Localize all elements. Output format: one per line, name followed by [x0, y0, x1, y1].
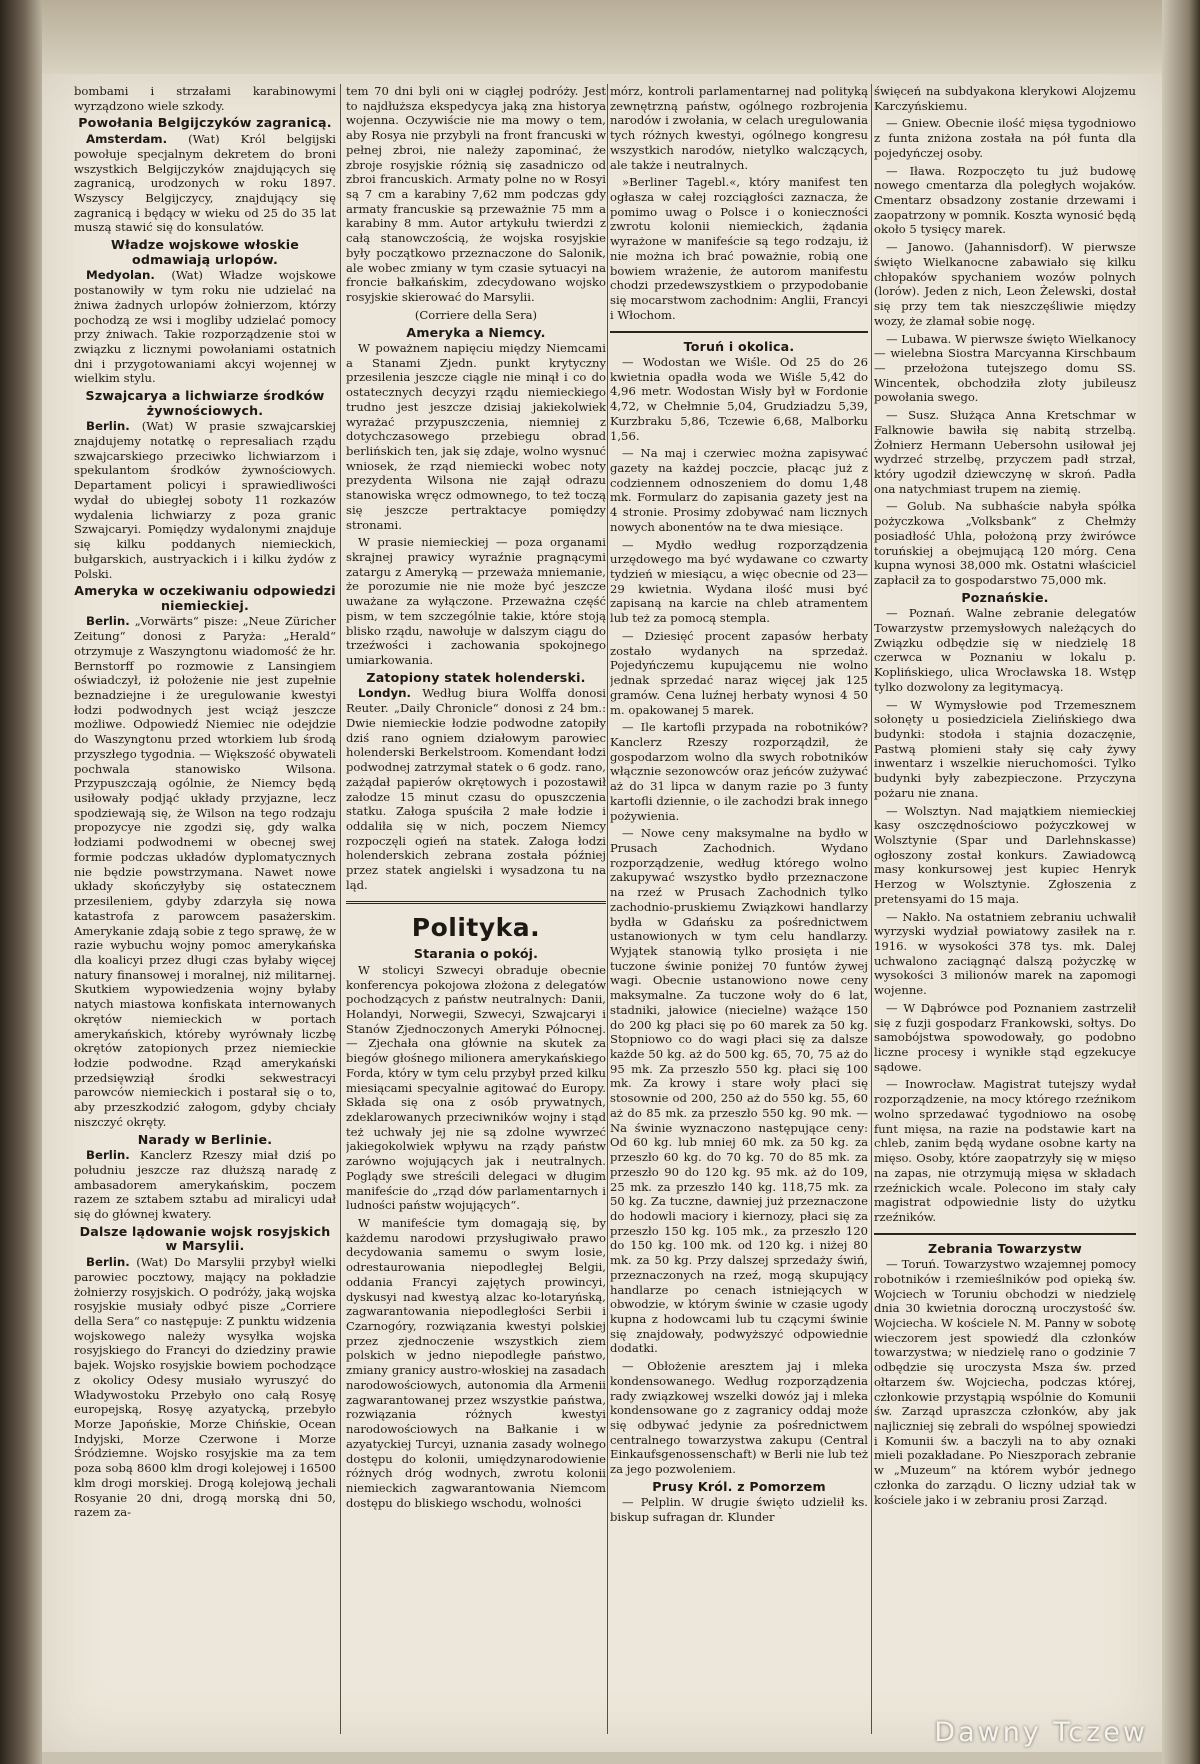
news-item: — Iława. Rozpoczęto tu już budowę nowego cmentarza dla poległych wojaków. Cmentarz obsadzony zostanie drzewami i zaopatrzony w pomnik. Koszta wynosić będą około 5 tysięcy marek.: [874, 163, 1136, 237]
column-1: [74, 84, 336, 1744]
dateline: Berlin.: [86, 614, 130, 629]
article-body: Kanclerz Rzeszy miał dziś po południu jeszcze raz dłuższą naradę z ambasadorem amerykańskim, poczem razem ze sztabem sztabu ad miralicyi udał się do głównej kwatery.: [74, 1148, 336, 1222]
column-rule: [871, 84, 872, 1734]
article-body: (Wat) Władze wojskowe postanowiły w tym roku nie udzielać na żniwa żadnych urlopów żołnierzom, którzy pochodzą ze wsi i mogliby udzielać pomocy przy żniwach. Takie rozporządzenie stoi w związku z licznymi powołaniami ostatnich dni i przygotowaniami akcyi wojennej w wielkim stylu.: [74, 268, 336, 386]
article-text: mórz, kontroli parlamentarnej nad polityką zewnętrzną państw, ogólnego rozbrojenia narodów i zwołania, w celach uregulowania tych różnych kwestyi, ogólnego kongresu wszystkich narodów, nietylko walczących, ale także i neutralnych.: [610, 84, 868, 172]
article-text: [74, 1148, 336, 1222]
section-heading: Poznańskie.: [961, 589, 1049, 605]
article-text: W prasie niemieckiej — poza organami skrajnej prawicy wyraźnie pragnącymi zatargu z Ameryką — przeważa mniemanie, że porozumie nie nie może być jeszcze uważane za wyłączone. Przeważna część pism, w tem szczególnie takie, które stoją blisko rządu, nawołuje w dalszym ciągu do trzeźwości i zachowania spokojnego umiarkowania.: [346, 535, 606, 668]
news-item: — Poznań. Walne zebranie delegatów Towarzystw przemysłowych należących do Związku odbędzie się w niedzielę 18 czerwca w Poznaniu w lokalu p. Koplińskiego, ulica Wrocławska 18. Wstęp tylko dozwolony za legitymacyą.: [874, 606, 1136, 694]
section-box: [610, 331, 868, 354]
article-text: tem 70 dni byli oni w ciągłej podróży. Jest to najdłuższa ekspedycya jaką zna historya wojenna. Oczywiście nie ma mowy o tem, aby Rosya nie przybyli na front francuski w pełnej zbroi, nie należy zapominać, że zbroje rosyjskie różnią się zasadniczo od zbroi francuskich. Armaty polne no w Rosyi są 7 cm a karabiny 7,62 mm podczas gdy armaty francuskie są przeważnie 75 mm a karabiny 8 mm. Autor artykułu twierdzi z całą stanowczością, że wojska rosyjskie były początkowo przeznaczone do Salonik, ale wobec zmiany w tym czasie sytuacyi na froncie bałkańskim, zdecydowano wojsko rosyjskie skierować do Marsylii.: [346, 84, 606, 305]
article-headline: Szwajcarya a lichwiarze środków żywnościowych.: [85, 388, 325, 418]
section-heading: Zebrania Towarzystw: [928, 1240, 1082, 1256]
scan-top-margin: [42, 0, 1200, 74]
article-text: [74, 419, 336, 581]
article-text: [74, 268, 336, 386]
news-item: święceń na subdyakona klerykowi Alojzemu Karczyńskiemu.: [874, 84, 1136, 113]
article-body: (Wat) Król belgijski powołuje specjalnym dekretem do broni wszystkich Belgijczyków znajdujących się zagranicą, urodzonych w roku 1897. Wszyscy Belgijczycy, znajdujący się zagranicą i będący w wieku od 25 do 35 lat muszą stawić się do konsulatów.: [74, 131, 336, 235]
dateline: Londyn.: [358, 686, 412, 701]
article-body: „Vorwärts“ pisze: „Neue Züricher Zeitung“ donosi z Paryża: „Herald“ otrzymuje z Waszyngtonu wiadomość że hr. Bernstorff po rozmowie z Lansingiem oświadczył, iż położenie nie jest zupełnie beznadziejne i że uregulowanie kwestyi łodzi podwodnych jest wciąż jeszcze możliwe. Odpowiedź Niemiec nie odejdzie do Waszyngtonu przed wtorkiem lub środą przyszłego tygodnia. — Większość obywateli pochwala stanowisko Wilsona. Przypuszczają ogólnie, że Niemcy będą usiłowały podjąć układy przyjazne, lecz spodziewają się, że Wilson na tego rodzaju propozycye nie zgodzi się, gdy walka łodziami podwodnemi w obecnej swej formie podczas układów dyplomatycznych nie będzie powstrzymana. Nawet nowe układy skończyłyby się ostatecznem przesileniem, gdyby zdarzyła się nowa katastrofa z parowcem pasażerskim. Amerykanie zdają sobie z tego sprawę, że w razie wybuchu wojny pomoc amerykańska dla koalicyi przez długi czas byłaby więcej natury finansowej i moralnej, niż militarnej. Skutkiem wypowiedzenia wojny byłaby natych miastowa konfiskata internowanych okrętów niemieckich w portach amerykańskich, któreby wyrównały liczbę okrętów zatopionych przez niemieckie łodzie podwodne. Rząd amerykański przedsięwziął środki sekwestracyi parowców niemieckich i postarał się o to, aby przeszkodzić załogom, gdyby chciały niszczyć okręty.: [74, 614, 336, 1129]
article-text: W poważnem napięciu między Niemcami a Stanami Zjedn. punkt krytyczny przesilenia jeszcze ciągle nie minął i co do ostatecznych decyzyi rządu niemieckiego trudno jest jeszcze dzisiaj jakiekolwiek wyrażać przypuszczenia, niemniej z dotychczasowego przebiegu obrad berlińskich ten, jak się zdaje, wolno wysnuć wniosek, że rząd niemiecki wobec noty prezydenta Wilsona nie zajął odrazu stanowiska wręcz odmownego, to też toczą się jeszcze pertraktacye pomiędzy stronami.: [346, 340, 606, 532]
article-headline: Ameryka a Niemcy.: [406, 324, 546, 340]
dateline: Amsterdam.: [86, 131, 168, 146]
section-box: [874, 1233, 1136, 1256]
news-item: — Inowrocław. Magistrat tutejszy wydał rozporządzenie, na mocy którego rzeźnikom wolno sprzedawać tygodniowo na osobę funt mięsa, na razie na podstawie kart na chleb, zanim będą wydane osobne karty na mięso. Osoby, które zaopatrzyły się w mięso na zapas, nie otrzymują mięsa w składach rzeźnickich wcale. Polecono im stały cały magistrat odpowiednie listy do użytku rzeźników.: [874, 1077, 1136, 1224]
dateline: Berlin.: [86, 1148, 130, 1163]
column-rule: [340, 84, 341, 1734]
article-text: »Berliner Tagebl.«, który manifest ten ogłasza w całej rozciągłości zaznacza, że pomimo uwag o Polsce i o konieczności zwrotu kolonii niemieckich, żądania wyrażone w manifeście są tego rodzaju, iż nie można ich brać poważnie, robią one bowiem wrażenie, że autorom manifestu chodzi przedewszystkiem o przypodobanie się mocarstwom zachodnim: Anglii, Francyi i Włochom.: [610, 175, 868, 322]
column-2: [346, 84, 606, 1744]
news-item: — Lubawa. W pierwsze święto Wielkanocy — wielebna Siostra Marcyanna Kirschbaum — przełożona tutejszego domu SS. Wincentek, obchodziła złoty jubileusz powołania swego.: [874, 331, 1136, 405]
article-body: Według biura Wolffa donosi Reuter. „Daily Chronicle“ donosi z 24 bm.: Dwie niemieckie łodzie podwodne zatopiły dziś rano ogniem działowym parowiec holenderski Berkelstroom. Komendant łodzi podwodnej zatrzymał statek o 6 godz. rano, zażądał papierów okrętowych i pozostawił załodze 15 minut czasu do opuszczenia statku. Załoga spuściła 2 małe łodzie i oddaliła się w nich, poczem Niemcy rozpoczęli ogień na statek. Załoga łodzi holenderskich zebrana została później przez statek angielski i wysadzona tu na ląd.: [346, 686, 606, 892]
news-item: — Na maj i czerwiec można zapisywać gazety na każdej poczcie, płacąc już z codziennem odnoszeniem do domu 1,48 mk. Formularz do zapisania gazety jest na 4 stronie. Prosimy zdobywać nam licznych nowych abonentów na te dwa miesiące.: [610, 446, 868, 534]
article-text: W manifeście tym domagają się, by każdemu narodowi przysługiwało prawo decydowania samemu o swym losie, odrestaurowania niepodległej Belgii, oddania Francyi zajętych prowincyi, dyskusyi nad kwestyą alzac ko-lotaryńską, zagwarantowania niepodległości Serbii i Czarnogóry, rozwiązania kwestyi polskiej przez zjednoczenie wszystkich ziem polskich w jedno niepodległe państwo, zmiany granicy austro-włoskiej na zasadach narodowościowych, autonomia dla Armenii zagwarantowanej przez wszystkie państwa, rozwiązania różnych kwestyi narodowościowych na Bałkanie i w azyatyckiej Turcyi, uznania zasady wolnego dostępu do kolonii, umiędzynarodowienie różnych dróg wodnych, zwrotu kolonii niemieckich zagwarantowania Niemcom dostępu do bliskiego wschodu, wolności: [346, 1216, 606, 1510]
article-text: [74, 132, 336, 235]
dateline: Berlin.: [86, 1254, 130, 1269]
news-item: — Janowo. (Jahannisdorf). W pierwsze święto Wielkanocne zabawiało się kilku chłopaków spychaniem wozów polnych (lorów). Jeden z nich, Leon Żelewski, dostał się przy tem tak nieszczęśliwie między wozy, że złamał sobie nogę.: [874, 240, 1136, 328]
section-title: Polityka.: [346, 901, 606, 944]
dateline: Berlin.: [86, 419, 130, 434]
section-heading: Toruń i okolica.: [683, 338, 795, 354]
news-item: — Wolsztyn. Nad majątkiem niemieckiej kasy oszczędnościowo pożyczkowej w Wolsztynie (Spar und Darlehnskasse) ogłoszony został konkurs. Zawiadowcą masy konkursowej jest kupiec Henryk Herzog w Wolsztynie. Zgłoszenia z pretensyami do 15 maja.: [874, 803, 1136, 906]
section-heading: Prusy Król. z Pomorzem: [652, 1478, 826, 1494]
news-item: — Nakło. Na ostatniem zebraniu uchwalił wyrzyski wydział powiatowy zasiłek na r. 1916. w wysokości 378 tys. mk. Dalej uchwalono zaciągnąć dalszą pożyczkę w wysokości 3 milionów marek na zapomogi wojenne.: [874, 909, 1136, 998]
column-3: [610, 84, 868, 1744]
column-4: [874, 84, 1136, 1744]
news-item: — Mydło według rozporządzenia urzędowego ma być wydawane co czwarty tydzień w miesiącu, a więc obecnie od 23—29 kwietnia. Wydana ilość musi być zapisaną na karcie na chleb atramentem lub też za pomocą stempla.: [610, 537, 868, 626]
news-item: — Gniew. Obecnie ilość mięsa tygodniowo z funta zniżona została na pół funta dla pojedyńczej osoby.: [874, 116, 1136, 160]
article-headline: Starania o pokój.: [413, 946, 539, 962]
article-headline: Zatopiony statek holenderski.: [366, 669, 586, 685]
article-headline: Ameryka w oczekiwaniu odpowiedzi niemieckiej.: [74, 583, 336, 613]
news-item: — Susz. Służąca Anna Kretschmar w Falknowie bawiła się nabitą strzelbą. Żołnierz Hermann Uebersohn usiłował jej wydrzeć strzelbę, przyczem padł strzał, który ugodził dziewczynę w skroń. Padła ona natychmiast trupem na ziemię.: [874, 408, 1136, 496]
news-item: — Ile kartofli przypada na robotników? Kanclerz Rzeszy rozporządził, że gospodarzom wolno dla swych robotników włącznie sezonowców oraz jeńców zużywać aż do 31 lipca w danym razie po 3 funty kartofli dziennie, o ile zachodzi brak innego pożywienia.: [610, 720, 868, 823]
source-credit: (Corriere della Sera): [414, 307, 538, 322]
news-item: — Dziesięć procent zapasów herbaty zostało wydanych na sprzedaż. Pojedyńczemu kupującemu nie wolno jednak sprzedać naraz więcej jak 125 gramów. Cena luźnej herbaty wynosi 4 50 m. opakowanej 5 marek.: [610, 628, 868, 717]
news-item: — W Dąbrówce pod Poznaniem zastrzelił się z fuzji gospodarz Frankowski, sołtys. Do samobójstwa spowodowały, go podobno liczne procesy i wynikłe stąd egzekucye sądowe.: [874, 1000, 1136, 1074]
dateline: Medyolan.: [86, 268, 155, 283]
article-text: [74, 614, 336, 1129]
page-edge-shadow: [1162, 0, 1200, 1764]
article-text: W stolicyi Szwecyi obraduje obecnie konferencya pokojowa złożona z delegatów pochodzących z państw neutralnych: Danii, Holandyi, Norwegii, Szwecyi, Szwajcaryi i Stanów Zjednoczonych Ameryki Północnej. — Zjechała ona głównie na skutek za biegów głośnego milionera amerykańskiego Forda, który w tym celu przybył przed kilku miesiącami specyalnie agitować do Europy. Składa się ona z osób prywatnych, zdeklarowanych przeciwników wojny i stąd też uchwały jej nie są zdolne wywrzeć jakiegokolwiek wpływu na rządy państw zarówno wojujących jak i neutralnych. Poglądy swe streścili delegaci w długim manifeście do „rząd dów parlamentarnych i ludności państw wojujących“.: [346, 962, 606, 1213]
news-item: — Nowe ceny maksymalne na bydło w Prusach Zachodnich. Wydano rozporządzenie, według którego wolno zakupywać wszystko bydło przeznaczone na rzeź w Prusach Zachodnich tylko zachodnio-pruskiemu Związkowi handlarzy bydła w Gdańsku za pośrednictwem ustanowionych w tym celu handlarzy. Wyjątek stanowią tylko prosięta i nie tuczone świnie poniżej 70 funtów żywej wagi. Obecnie ustanowiono nowe ceny maksymalne. Za tuczone woły do 6 lat, stadniki, jałowice (niecielne) ważące 150 do 200 kg płaci się po 60 marek za 50 kg. Stopniowo co do wagi płaci się za dalsze każde 50 kg. aż do 500 kg. 65, 70, 75 aż do 95 mk. Za przeszło 550 kg. płaci się 100 mk. Za krowy i stare woły płaci się stosownie od 200, 250 aż do 550 kg. 55, 60 aż do 85 mk. za przeszło 550 kg. 90 mk. — Na świnie wyznaczono następujące ceny: Od 60 kg. lub mniej 60 mk. za 50 kg. za przeszło 60 kg. do 70 kg. 70 do 85 mk. za przeszło 90 do 120 kg. 95 mk. aż do 109, 25 mk. za przeszło 140 kg. 118,75 mk. za 50 kg. Za tuczne, dawniej już przeznaczone do hodowli maciory i kiernozy, płaci się za przeszło 150 kg. 105 mk., za przeszło 120 do 150 kg. 100 mk. od 120 kg. i niżej 80 mk. za 50 kg. Przy dalszej sprzedaży świń, przeznaczonych na rzeź, mogą skupujący handlarze po cenach istniejących w obwodzie, w którym świnie w czasie ugody kupna z hodowcami lub tu czącymi świnie się znajdowały, podwyższyć odpowiednie dodatki.: [610, 826, 868, 1356]
article-headline: Powołania Belgijczyków zagranicą.: [78, 115, 332, 131]
article-headline: Władze wojskowe włoskie odmawiają urlopów.: [111, 237, 299, 267]
binding-shadow: [0, 0, 42, 1764]
news-item: — Obłożenie aresztem jaj i mleka kondensowanego. Według rozporządzenia rady związkowej wszelki dowóz jaj i mleka kondensowane go z zagranicy oddaj może się odbywać jedynie za pośrednictwem centralnego towarzystwa zakupu (Central Einkaufsgenossenschaft) w Berli nie lub też za jego pozwoleniem.: [610, 1359, 868, 1477]
article-headline: Dalsze lądowanie wojsk rosyjskich w Marsylii.: [79, 1223, 331, 1254]
article-headline: Narady w Berlinie.: [137, 1131, 273, 1147]
news-item: — Golub. Na subhaście nabyła spółka pożyczkowa „Volksbank“ z Chełmży posiadłość Uhla, położoną przy żwirówce toruńskiej a obejmującą 120 mórg. Cena kupna wynosi 38,000 mk. Ostatni właściciel zapłacił za to gospodarstwo 75,000 mk.: [874, 499, 1136, 587]
news-item: — Wodostan we Wiśle. Od 25 do 26 kwietnia opadła woda we Wiśle 5,42 do 4,96 metr. Wodostan Wisły był w Fordonie 4,72, w Chełmnie 5,04, Grudziadzu 5,39, Kurzbraku 5,86, Tczewie 6,68, Malborku 1,56.: [610, 354, 868, 443]
article-text: [346, 686, 606, 892]
watermark: Dawny Tczew: [934, 1717, 1148, 1748]
news-item: — Toruń. Towarzystwo wzajemnej pomocy robotników i rzemieślników pod opieką św. Wojciech w Toruniu obchodzi w niedzielę dnia 30 kwietnia doroczną uroczystość św. Wojciecha. W kościele N. M. Panny w sobotę wieczorem jest spowiedź dla członków towarzystwa; w niedzielę rano o godzinie 7 odbędzie się uroczysta Msza św. przed ołtarzem św. Wojciecha, podczas której, członkowie przystąpią wspólnie do Komunii św. Zarząd upraszcza członków, aby jak najliczniej się zebrali do wspólnej spowiedzi i Komunii św. a baczyli na to aby oznaki mieli pozakładane. Po Nieszporach zebranie w „Muzeum“ na którem wybór jednego członka do zarządu. O liczny udział tak w kościele jako i w zebraniu prosi Zarząd.: [874, 1257, 1136, 1507]
column-rule: [607, 84, 608, 1734]
article-body: (Wat) W prasie szwajcarskiej znajdujemy notatkę o represaliach rządu szwajcarskiego przeciwko lichwiarzom i spekulantom środków żywnościowych. Departament policyi i sprawiedliwości wydał do ubiegłej soboty 11 rozkazów wydalenia lichwiarzy z poza granic Szwajcaryi. Pomiędzy wydalonymi znajduje się kilku poddanych niemieckich, bułgarskich, austryackich i i kilku żydów z Polski.: [74, 419, 336, 581]
article-body: (Wat) Do Marsylii przybył wielki parowiec pocztowy, mający na pokładzie żołnierzy rosyjskich. O podróży, jaką wojska rosyjskie musiały odbyć pisze „Corriere della Sera“ co następuje: Z punktu widzenia wojskowego należy wysyłka wojska rosyjskiego do Francyi do dziedziny prawie bajek. Wojsko rosyjskie bowiem pochodzące z okolicy Odesy musiało wyruszyć do Władywostoku Przebyło ono całą Rosyę europejską, Rosyę azyatycką, przebyło Morze Japońskie, Morze Chińskie, Ocean Indyjski, Morze Czerwone i Morze Śródziemne. Wojsko rosyjskie ma za tem poza sobą 8600 klm drogi kolejowej i 16500 klm drogi morskiej. Drogą kolejową jechali Rosyanie 20 dni, drogą morską dni 50, razem za-: [74, 1254, 336, 1520]
article-text: bombami i strzałami karabinowymi wyrządzono wiele szkody.: [74, 84, 336, 113]
news-item: — W Wymysłowie pod Trzemesznem sołonęty u posiedziciela Zielińskiego dwa budynki: stodoła i stajnia dozaczęnie, Pastwą płomieni stały się cały żywy inwentarz i wszelkie nieruchomości. Tylko budynki były zabezpieczone. Przyczyna pożaru nie znana.: [874, 697, 1136, 800]
news-item: — Pelplin. W drugie święto udzielił ks. biskup sufragan dr. Klunder: [610, 1495, 868, 1525]
article-text: [74, 1255, 336, 1520]
